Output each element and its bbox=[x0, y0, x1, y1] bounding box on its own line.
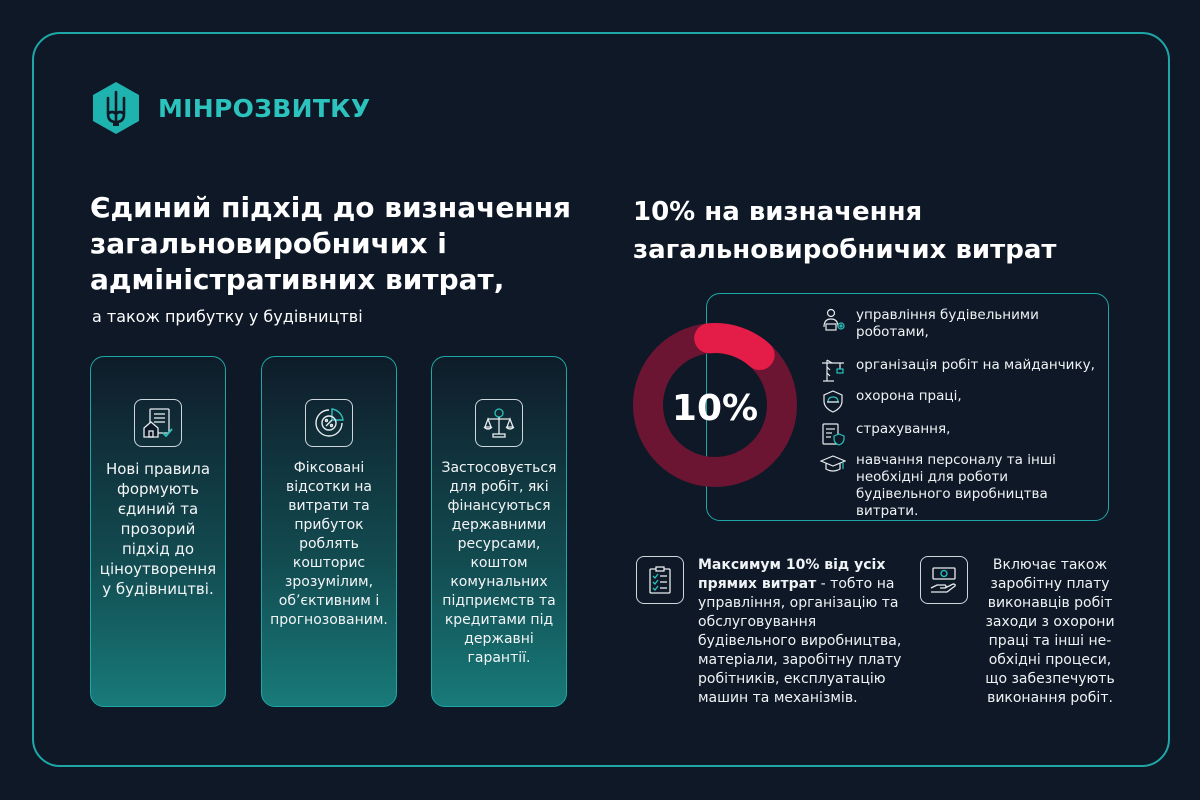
management-icon bbox=[820, 307, 846, 333]
list-item-safety bbox=[820, 388, 1106, 414]
max-percent-rest: - тобто на управління, організацію та обслуговування будівельного виробництва, матеріали, заробітну плату робітників, експлуатацію машин та механізмів. bbox=[698, 576, 902, 706]
logo bbox=[88, 80, 370, 136]
list-item-text: навчання персоналу та інші необхідні для роботи будівельного виробництва витрати. bbox=[856, 452, 1056, 519]
card-fixed-percent bbox=[261, 356, 397, 707]
list-item-management bbox=[820, 307, 1106, 341]
graduation-cap-icon bbox=[820, 452, 846, 478]
list-item-training bbox=[820, 452, 1106, 520]
brand-name: МІНРОЗВИТКУ bbox=[158, 93, 371, 123]
insurance-document-icon bbox=[820, 421, 846, 447]
main-subtitle: а також прибутку у будівництві bbox=[92, 307, 363, 326]
list-item-text: охорона праці, bbox=[856, 388, 962, 404]
list-item-site-organization bbox=[820, 357, 1106, 383]
max-percent-bold: Максимум 10% від усіх прямих витрат bbox=[698, 557, 886, 592]
house-document-icon bbox=[141, 406, 175, 440]
checklist-icon bbox=[644, 564, 676, 596]
list-item-text: страхування, bbox=[856, 421, 951, 437]
right-title: 10% на визначення загальновиробничих витрат bbox=[633, 197, 1057, 265]
scales-icon bbox=[482, 406, 516, 440]
donut-segment bbox=[709, 338, 759, 355]
list-item-text: управління будівельними роботами, bbox=[856, 307, 1039, 340]
card-financing bbox=[431, 356, 567, 707]
donut-label: 10% bbox=[671, 388, 759, 429]
money-hand-icon bbox=[928, 564, 960, 596]
card-text: Нові правила формують єдиний та прозорий підхід до ціноутворення у будівництві. bbox=[99, 460, 217, 598]
card-text: Застосовується для робіт, які фінансуються державними ресурсами, коштом комунальних підприємств та кредитами під державні гарантії. bbox=[441, 460, 557, 666]
list-item-insurance bbox=[820, 421, 1106, 447]
crane-icon bbox=[820, 357, 846, 383]
card-transparent-rules bbox=[90, 356, 226, 707]
includes-text: Включає також заробітну плату виконавців робіт заходи з охорони праці та інші не-обхідні процеси, що забезпечують виконання робіт. bbox=[985, 557, 1115, 706]
trident-logo-icon bbox=[88, 80, 144, 136]
max-percent-text bbox=[698, 556, 908, 708]
list-item-text: організація робіт на майданчику, bbox=[856, 357, 1095, 373]
percent-chart-icon bbox=[312, 406, 346, 440]
card-text: Фіксовані відсотки на витрати та прибуток роблять кошторис зрозумілим, об’єктивним і прогнозованим. bbox=[270, 460, 388, 628]
helmet-icon bbox=[820, 388, 846, 414]
main-title: Єдиний підхід до визначення загальновиробничих і адміністративних витрат, bbox=[90, 191, 572, 296]
